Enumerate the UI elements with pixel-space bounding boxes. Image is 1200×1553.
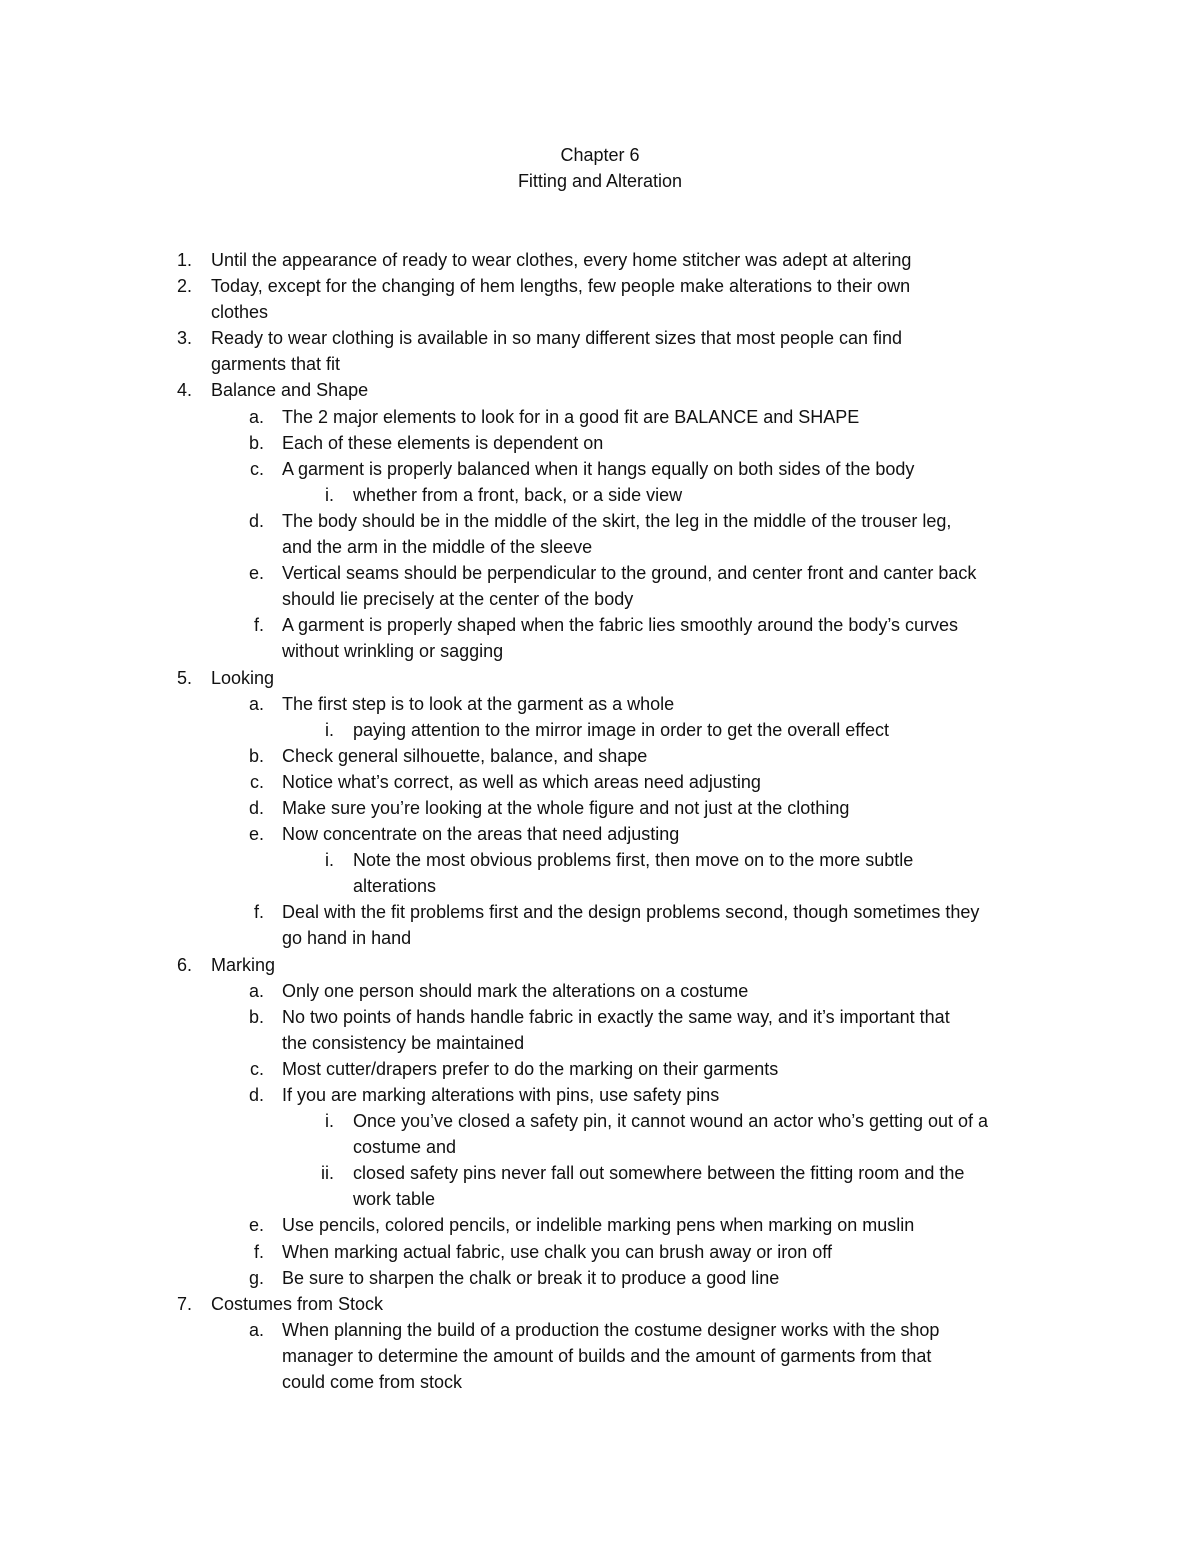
outline-item-text: clothes (211, 302, 269, 323)
outline-item-text: Notice what’s correct, as well as which areas need adjusting (282, 771, 761, 792)
outline-item-text: Today, except for the changing of hem lengths, few people make alterations to their own (211, 276, 911, 297)
outline-item (0, 1212, 1200, 1238)
outline-item (0, 1317, 1200, 1343)
outline-item-continuation (0, 1030, 1200, 1056)
outline-item-continuation (0, 1343, 1200, 1369)
outline-item-text: go hand in hand (282, 928, 412, 949)
outline-item-text: If you are marking alterations with pins, use safety pins (282, 1085, 720, 1105)
list-marker: ii. (321, 1163, 334, 1184)
list-marker: i. (325, 719, 334, 740)
outline-item (0, 1160, 1200, 1186)
outline-item-text: No two points of hands handle fabric in exactly the same way, and it’s important that (282, 1006, 950, 1027)
outline-item-text: garments that fit (211, 354, 341, 375)
outline-item-continuation (0, 638, 1200, 664)
list-marker: f. (253, 1241, 264, 1262)
outline-item-text: paying attention to the mirror image in order to get the overall effect (353, 719, 889, 740)
list-marker: g. (248, 1267, 264, 1288)
outline-item (0, 847, 1200, 873)
outline-item-text: Note the most obvious problems first, then move on to the more subtle (353, 850, 914, 871)
outline-item-continuation (0, 299, 1200, 325)
list-marker: e. (248, 1215, 264, 1236)
outline-item-text: Make sure you’re looking at the whole figure and not just at the clothing (282, 797, 850, 818)
outline-item-text: The body should be in the middle of the skirt, the leg in the middle of the trouser leg, (282, 510, 952, 531)
outline-item-continuation (0, 1186, 1200, 1212)
list-marker: b. (248, 1006, 264, 1027)
outline-item-text: work table (353, 1189, 436, 1210)
list-marker: a. (248, 693, 264, 714)
outline-item-text: Use pencils, colored pencils, or indelible marking pens when marking on muslin (282, 1215, 915, 1236)
outline-item-text: Once you’ve closed a safety pin, it cannot wound an actor who’s getting out of a (353, 1111, 989, 1132)
outline-item-text: the consistency be maintained (282, 1032, 525, 1053)
outline-item-text: Each of these elements is dependent on (282, 432, 604, 453)
outline-item (0, 1239, 1200, 1265)
outline-item-continuation (0, 873, 1200, 899)
outline-item-text: Looking (211, 667, 275, 688)
chapter-heading: Chapter 6 (560, 145, 640, 165)
outline-item-continuation (0, 534, 1200, 560)
outline-item (0, 508, 1200, 534)
outline-item-text: closed safety pins never fall out somewhere between the fitting room and the (353, 1163, 965, 1184)
list-marker: i. (325, 850, 334, 871)
outline-item-text: Until the appearance of ready to wear clothes, every home stitcher was adept at altering (211, 250, 912, 270)
outline-item-text: Deal with the fit problems first and the design problems second, though sometimes they (282, 902, 980, 923)
outline-item-continuation (0, 586, 1200, 612)
list-marker: c. (249, 771, 264, 792)
outline-item (0, 691, 1200, 717)
list-marker: a. (248, 406, 264, 427)
outline-item (0, 1291, 1200, 1317)
outline-item (0, 377, 1200, 403)
list-marker: e. (248, 563, 264, 584)
outline-item-text: Costumes from Stock (211, 1293, 384, 1314)
list-marker: b. (248, 745, 264, 766)
outline-item (0, 404, 1200, 430)
list-marker: a. (248, 980, 264, 1001)
outline-item-text: manager to determine the amount of builds and the amount of garments from that (282, 1345, 932, 1366)
outline-item-text: alterations (353, 876, 437, 897)
list-marker: 3. (176, 328, 192, 349)
list-marker: c. (249, 458, 264, 479)
outline-item-text: A garment is properly shaped when the fabric lies smoothly around the body’s curves (282, 615, 959, 636)
outline-item (0, 717, 1200, 743)
outline-item (0, 1108, 1200, 1134)
list-marker: 6. (176, 954, 192, 975)
list-marker: d. (248, 510, 264, 531)
outline-item (0, 899, 1200, 925)
outline-item (0, 560, 1200, 586)
outline-item-text: Ready to wear clothing is available in so many different sizes that most people can find (211, 328, 903, 349)
outline-item-text: Marking (211, 954, 276, 975)
outline-item-continuation (0, 1134, 1200, 1160)
title-block (0, 142, 1200, 194)
outline-list (0, 247, 1200, 1395)
chapter-title: Fitting and Alteration (517, 171, 683, 191)
outline-item-text: and the arm in the middle of the sleeve (282, 537, 593, 558)
list-marker: i. (325, 484, 334, 505)
list-marker: 7. (176, 1293, 192, 1314)
outline-item (0, 325, 1200, 351)
outline-item-text: should lie precisely at the center of the body (282, 589, 634, 610)
outline-item-text: Most cutter/drapers prefer to do the marking on their garments (282, 1058, 779, 1079)
list-marker: f. (253, 615, 264, 636)
outline-item (0, 1265, 1200, 1291)
outline-item-text: Now concentrate on the areas that need adjusting (282, 824, 680, 845)
outline-item-text: Only one person should mark the alterations on a costume (282, 980, 749, 1001)
outline-item (0, 430, 1200, 456)
outline-item (0, 1004, 1200, 1030)
outline-item-text: The first step is to look at the garment as a whole (282, 693, 675, 714)
outline-item (0, 769, 1200, 795)
list-marker: a. (248, 1319, 264, 1340)
list-marker: 2. (176, 276, 192, 297)
outline-item (0, 978, 1200, 1004)
outline-item (0, 795, 1200, 821)
outline-item-continuation (0, 351, 1200, 377)
list-marker: b. (248, 432, 264, 453)
outline-item (0, 952, 1200, 978)
list-marker: 1. (176, 250, 192, 270)
outline-item (0, 665, 1200, 691)
outline-item-text: When marking actual fabric, use chalk you can brush away or iron off (282, 1241, 832, 1262)
outline-item-text: Vertical seams should be perpendicular to the ground, and center front and canter back (282, 563, 977, 584)
outline-item-text: Check general silhouette, balance, and shape (282, 745, 648, 766)
outline-item-text: Be sure to sharpen the chalk or break it to produce a good line (282, 1267, 780, 1288)
list-marker: 5. (176, 667, 192, 688)
outline-item (0, 273, 1200, 299)
outline-item-continuation (0, 1369, 1200, 1395)
outline-item (0, 482, 1200, 508)
outline-item (0, 821, 1200, 847)
outline-item (0, 247, 1200, 273)
outline-item (0, 743, 1200, 769)
outline-item (0, 1056, 1200, 1082)
list-marker: c. (249, 1058, 264, 1079)
list-marker: i. (325, 1111, 334, 1132)
outline-item (0, 456, 1200, 482)
list-marker: 4. (176, 380, 192, 401)
outline-item-text: A garment is properly balanced when it hangs equally on both sides of the body (282, 458, 915, 479)
outline-item-text: without wrinkling or sagging (282, 641, 504, 662)
outline-item-text: When planning the build of a production the costume designer works with the shop (282, 1319, 940, 1340)
outline-item-text: Balance and Shape (211, 380, 369, 401)
list-marker: f. (253, 902, 264, 923)
list-marker: d. (248, 1085, 264, 1105)
outline-item-text: could come from stock (282, 1372, 463, 1393)
outline-item (0, 612, 1200, 638)
outline-item (0, 1082, 1200, 1108)
outline-item-text: costume and (353, 1137, 457, 1158)
list-marker: d. (248, 797, 264, 818)
list-marker: e. (248, 824, 264, 845)
outline-item-text: whether from a front, back, or a side view (353, 484, 683, 505)
outline-item-continuation (0, 925, 1200, 951)
outline-item-text: The 2 major elements to look for in a good fit are BALANCE and SHAPE (282, 406, 860, 427)
